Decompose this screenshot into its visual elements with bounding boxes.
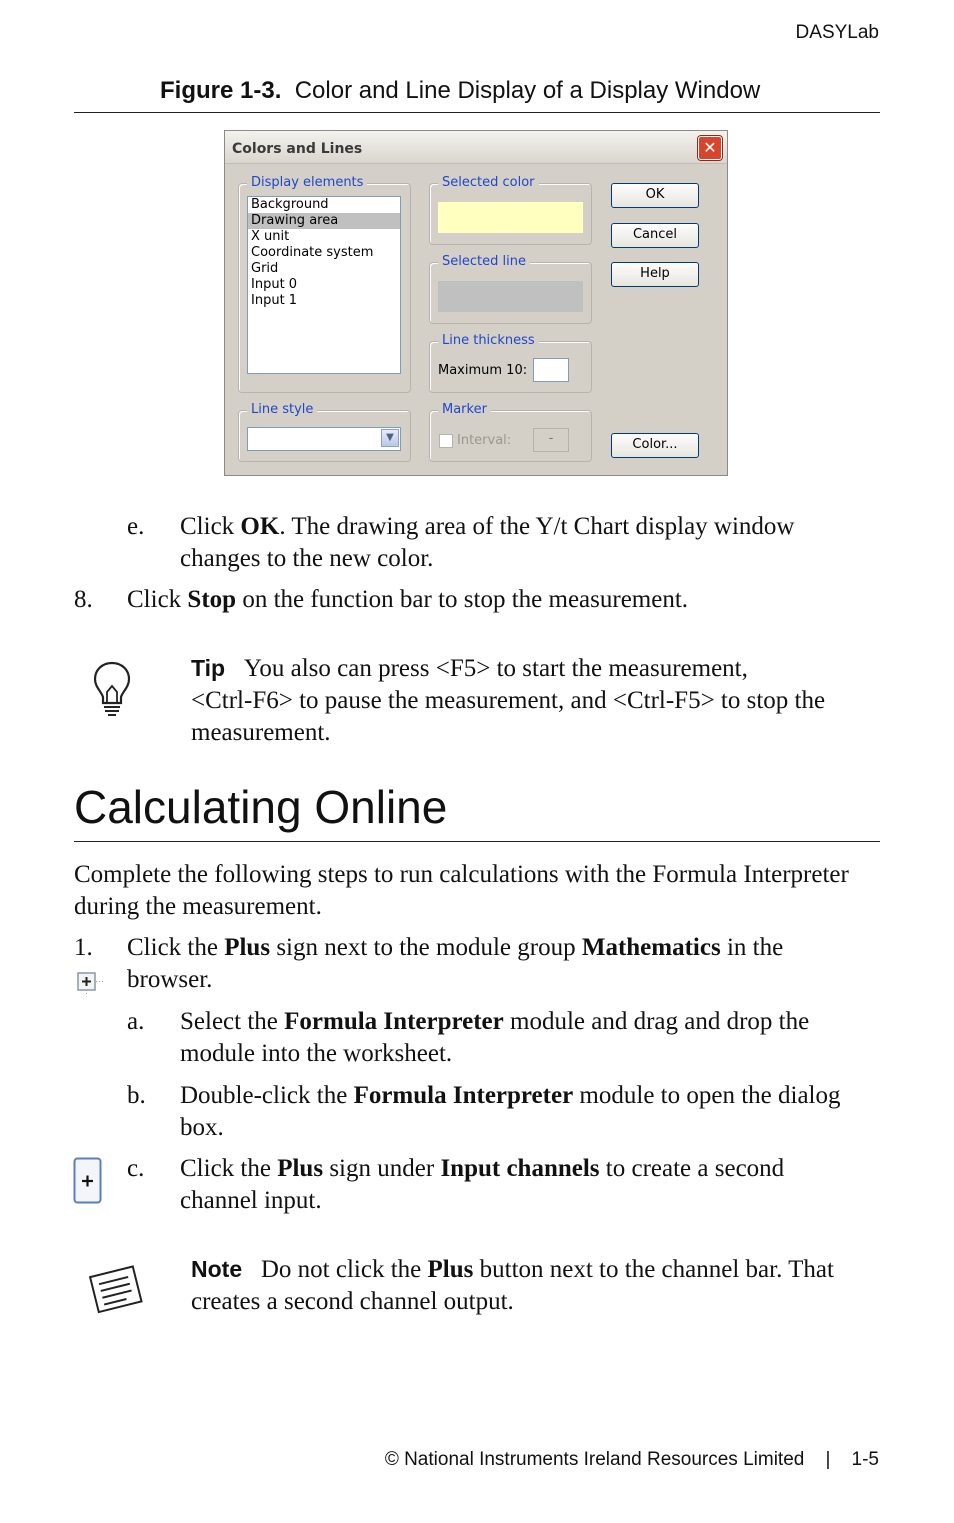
text: box. — [180, 1114, 224, 1141]
step-marker: e. — [127, 513, 145, 540]
step-1-text — [127, 932, 880, 996]
copyright: © National Instruments Ireland Resources Limited — [384, 1449, 805, 1470]
chevron-down-icon[interactable]: ▼ — [381, 429, 399, 447]
text: measurement. — [191, 719, 331, 746]
tip-text — [191, 652, 881, 749]
page-footer — [385, 1449, 879, 1471]
colors-and-lines-dialog — [224, 130, 728, 476]
list-item[interactable]: Grid — [251, 261, 279, 276]
line-style-title: Line style — [247, 402, 317, 417]
tree-plus-icon — [76, 970, 104, 996]
step-e-text — [180, 511, 880, 575]
ui-term: OK — [240, 513, 280, 540]
text: Complete the following steps to run calculations with the Formula Interpreter — [74, 861, 849, 888]
lightbulb-icon — [92, 660, 132, 718]
text: Select the — [180, 1008, 285, 1035]
color-button[interactable]: Color... — [611, 433, 699, 458]
interval-input[interactable]: - — [533, 428, 569, 452]
text: module into the worksheet. — [180, 1040, 453, 1067]
display-elements-group — [238, 175, 411, 393]
interval-checkbox[interactable] — [439, 434, 453, 448]
close-icon[interactable]: ✕ — [698, 136, 722, 160]
marker-group — [429, 402, 592, 462]
ui-term: Input channels — [440, 1155, 600, 1182]
text: You also can press <F5> to start the measurement, — [243, 655, 748, 682]
text: <Ctrl-F6> to pause the measurement, and <Ctrl-F5> to stop the — [191, 687, 826, 714]
list-item[interactable]: X unit — [251, 229, 290, 244]
list-item-selected[interactable]: Drawing area — [248, 213, 400, 229]
note-label: Note — [191, 1256, 243, 1282]
selected-color-title: Selected color — [438, 175, 539, 190]
text: Click — [127, 586, 188, 613]
ok-button[interactable]: OK — [611, 183, 699, 208]
text: Double-click the — [180, 1082, 354, 1109]
step-marker: c. — [127, 1155, 145, 1182]
text: during the measurement. — [74, 893, 322, 920]
interval-label: Interval: — [457, 433, 512, 448]
step-marker: 8. — [74, 586, 93, 613]
plus-button-icon — [73, 1157, 103, 1205]
maximum-label: Maximum 10: — [438, 363, 528, 378]
text: module to open the dialog — [573, 1082, 841, 1109]
ui-term: Formula Interpreter — [353, 1082, 574, 1109]
text: browser. — [127, 966, 213, 993]
figure-caption — [160, 77, 760, 105]
figure-caption-text: Color and Line Display of a Display Window — [294, 77, 761, 104]
help-button[interactable]: Help — [611, 262, 699, 287]
selected-line-group — [429, 254, 592, 324]
list-item[interactable]: Input 0 — [251, 277, 298, 292]
list-item[interactable]: Coordinate system — [251, 245, 374, 260]
ui-term: Stop — [187, 586, 237, 613]
text: sign under — [323, 1155, 441, 1182]
step-b-text — [180, 1080, 880, 1144]
line-style-select[interactable] — [247, 427, 401, 451]
text: in the — [720, 934, 784, 961]
selected-line-swatch[interactable] — [438, 281, 583, 312]
line-thickness-title: Line thickness — [438, 333, 539, 348]
step-marker: 1. — [74, 934, 93, 961]
ui-term: Plus — [427, 1256, 474, 1283]
step-c-text — [180, 1153, 880, 1217]
separator: | — [825, 1449, 831, 1470]
note-text — [191, 1253, 881, 1318]
heading-rule — [74, 841, 880, 842]
dialog-title: Colors and Lines — [232, 141, 363, 157]
text: . The drawing area of the Y/t Chart display window — [279, 513, 795, 540]
ui-term: Plus — [277, 1155, 324, 1182]
text: Click — [180, 513, 241, 540]
ui-term: Mathematics — [581, 934, 721, 961]
selected-line-title: Selected line — [438, 254, 530, 269]
text: creates a second channel output. — [191, 1288, 514, 1315]
line-thickness-group — [429, 333, 592, 393]
text: to create a second — [599, 1155, 785, 1182]
tip-label: Tip — [191, 655, 226, 681]
cancel-button[interactable]: Cancel — [611, 223, 699, 248]
figure-label: Figure 1-3. — [160, 77, 282, 104]
text: Click the — [180, 1155, 278, 1182]
step-8-text — [127, 584, 877, 616]
section-heading: Calculating Online — [74, 781, 448, 833]
text: changes to the new color. — [180, 545, 434, 572]
text: module and drag and drop the — [503, 1008, 810, 1035]
text: Click the — [127, 934, 225, 961]
line-style-group — [238, 402, 411, 462]
note-icon — [84, 1263, 150, 1317]
page-number: 1-5 — [851, 1449, 879, 1470]
ui-term: Plus — [224, 934, 271, 961]
step-marker: a. — [127, 1008, 145, 1035]
list-item[interactable]: Input 1 — [251, 293, 298, 308]
selected-color-swatch[interactable] — [438, 202, 583, 233]
selected-color-group — [429, 175, 592, 245]
display-elements-list[interactable] — [247, 196, 401, 374]
dialog-titlebar — [225, 131, 727, 164]
list-item[interactable]: Background — [251, 197, 329, 212]
running-header: DASYLab — [795, 22, 879, 43]
caption-rule — [74, 112, 880, 113]
text: channel input. — [180, 1187, 322, 1214]
display-elements-title: Display elements — [247, 175, 367, 190]
step-marker: b. — [127, 1082, 146, 1109]
ui-term: Formula Interpreter — [284, 1008, 504, 1035]
text: on the function bar to stop the measurement. — [236, 586, 689, 613]
text: button next to the channel bar. That — [473, 1256, 834, 1283]
line-thickness-input[interactable] — [533, 358, 569, 382]
intro-paragraph — [74, 859, 880, 923]
step-a-text — [180, 1006, 880, 1070]
text: sign next to the module group — [270, 934, 582, 961]
marker-title: Marker — [438, 402, 491, 417]
text: Do not click the — [260, 1256, 428, 1283]
